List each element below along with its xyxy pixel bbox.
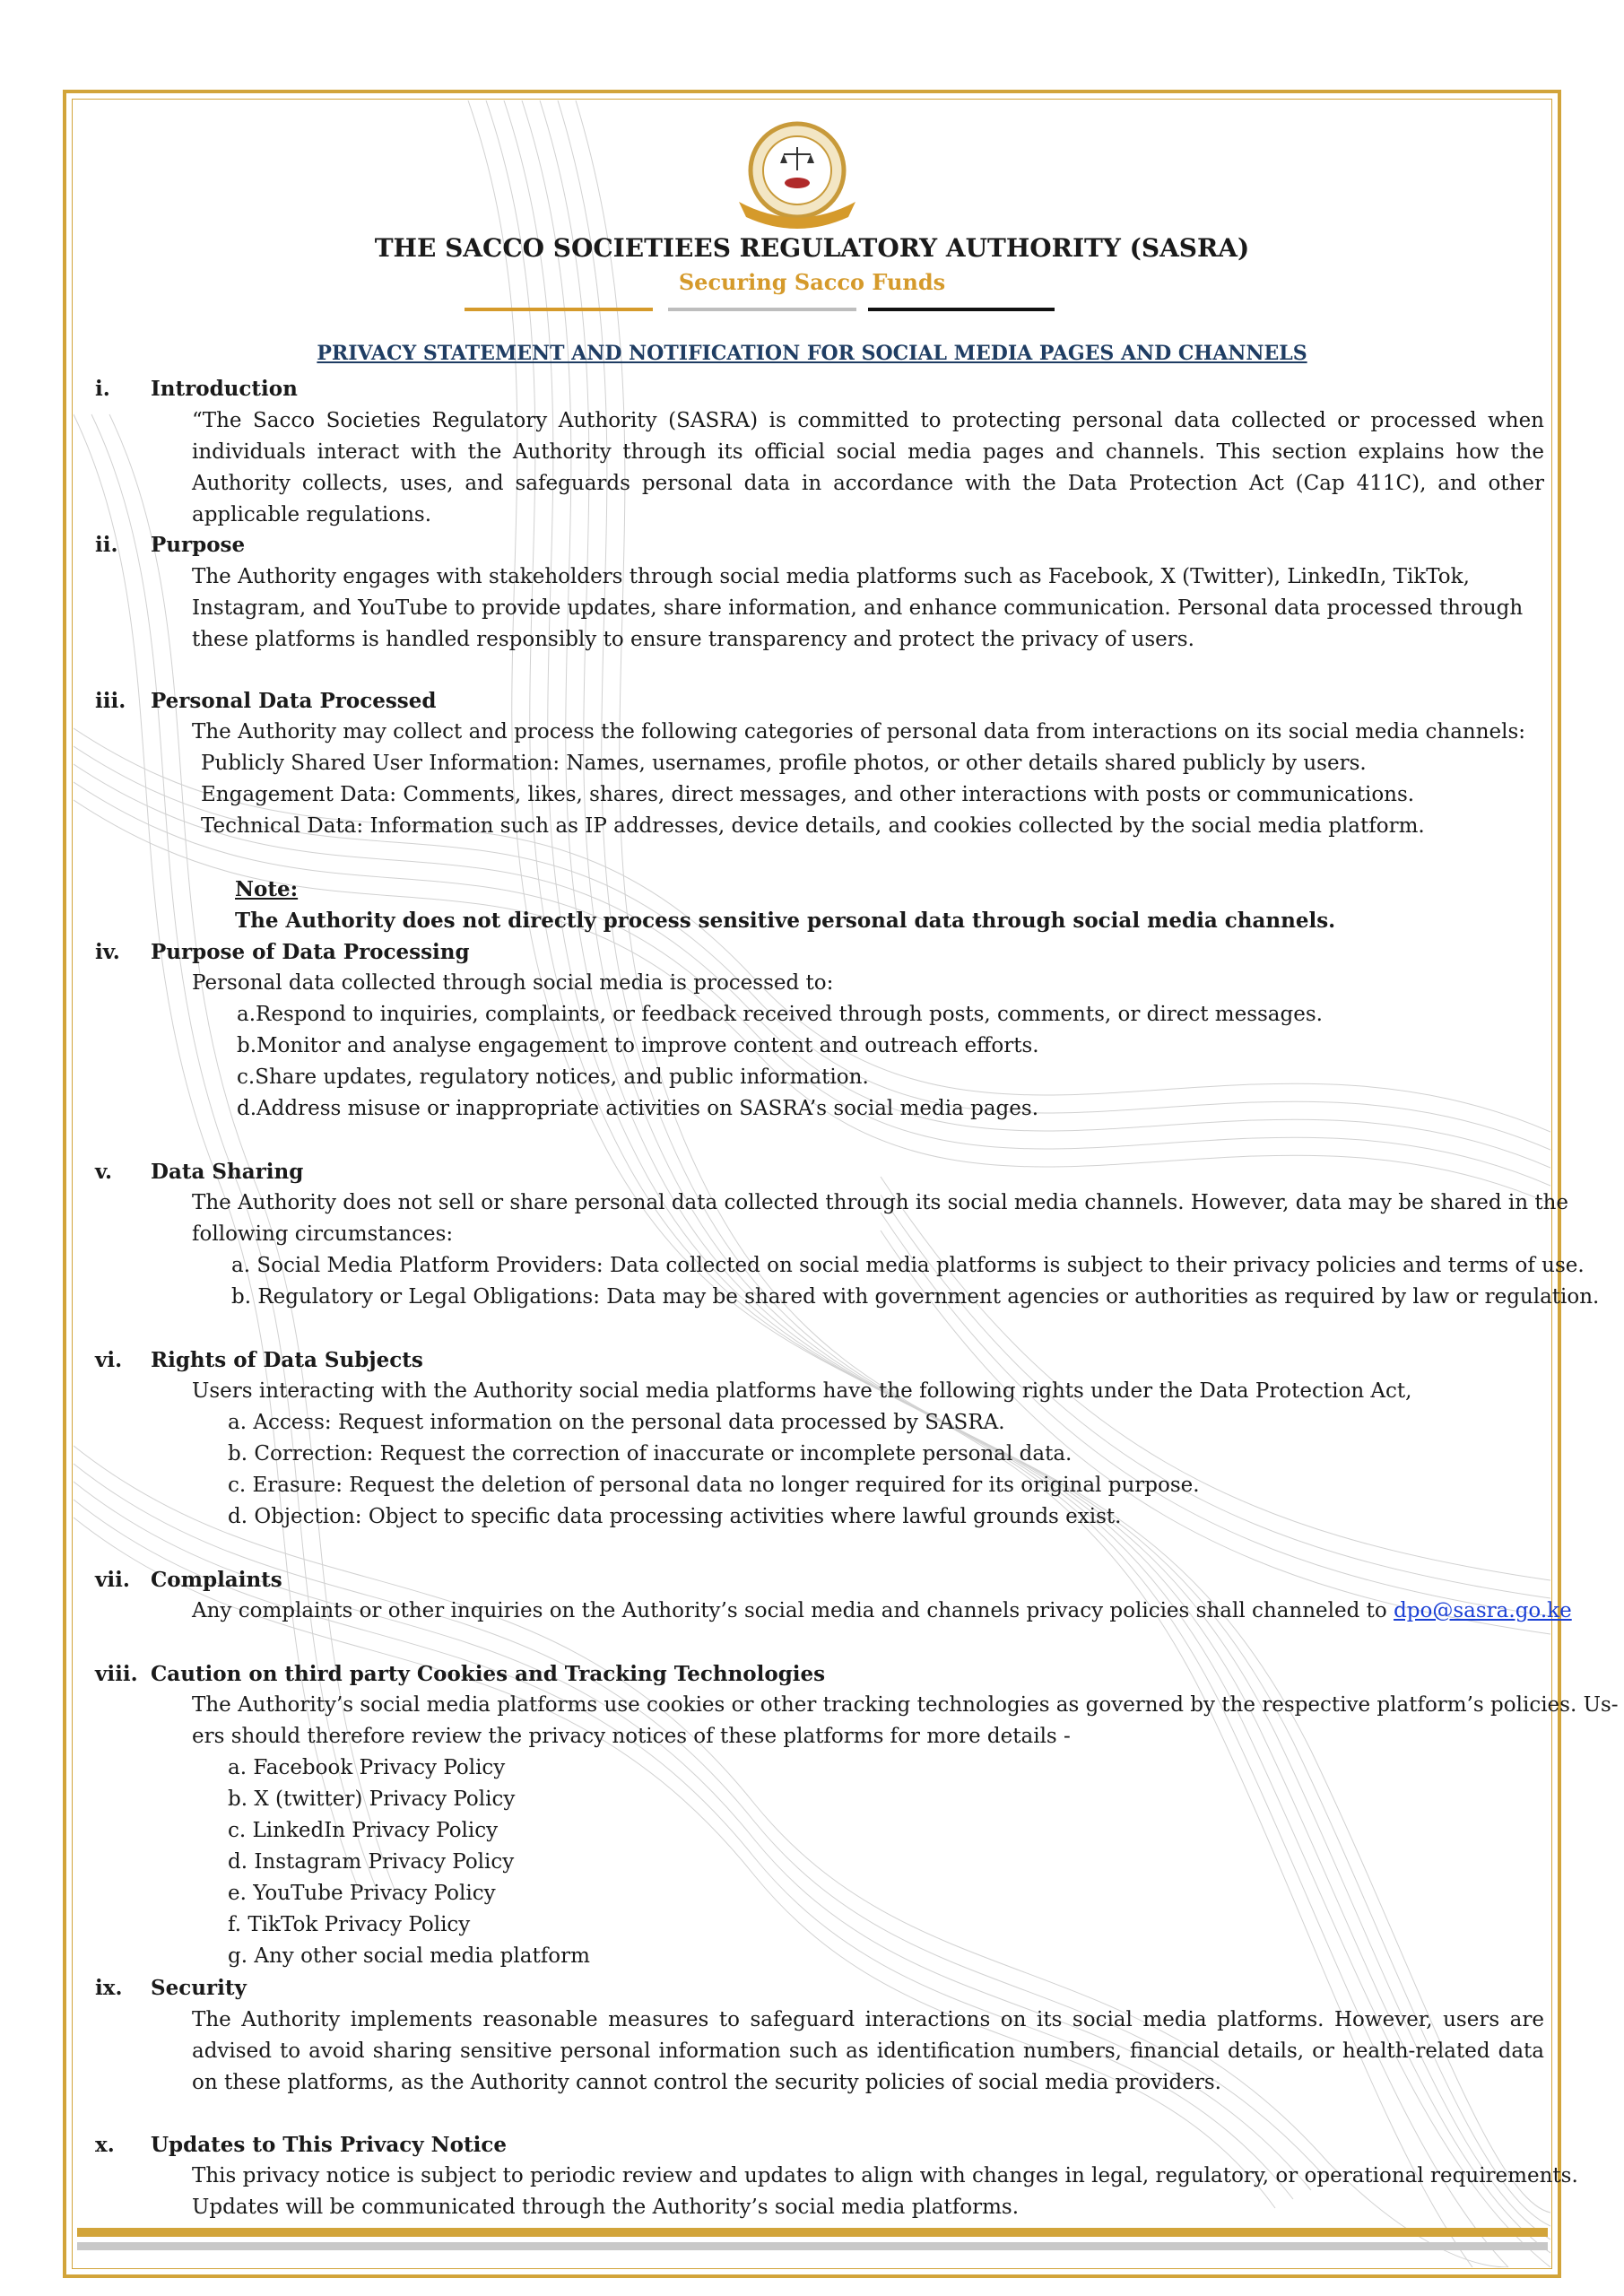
cookies-text: The Authority’s social media platforms use cookies or other tracking technologies as governed by the respective platform’s policies. Us-: [192, 1693, 1619, 1717]
dpo-email-link[interactable]: dpo@sasra.go.ke: [1394, 1599, 1572, 1622]
data-sharing-lead: following circumstances:: [192, 1222, 454, 1246]
section-title-introduction: Introduction: [151, 377, 298, 401]
section-title-processing-purpose: Purpose of Data Processing: [151, 940, 470, 964]
section-title-rights: Rights of Data Subjects: [151, 1348, 423, 1372]
section-number: vii.: [95, 1568, 130, 1592]
list-item: d.Address misuse or inappropriate activities on SASRA’s social media pages.: [237, 1097, 1039, 1120]
cookies-text: ers should therefore review the privacy notices of these platforms for more details -: [192, 1725, 1071, 1748]
section-title-complaints: Complaints: [151, 1568, 282, 1592]
section-title-security: Security: [151, 1976, 247, 2000]
section-number: vi.: [95, 1348, 123, 1372]
sasra-seal-logo: [721, 117, 873, 233]
section-title-purpose: Purpose: [151, 533, 246, 557]
personal-data-lead: The Authority may collect and process the following categories of personal data from interactions on its social media channels:: [192, 720, 1526, 744]
list-item: d. Objection: Object to specific data processing activities where lawful grounds exist.: [228, 1505, 1122, 1528]
list-item: b. Correction: Request the correction of inaccurate or incomplete personal data.: [228, 1442, 1073, 1465]
section-number: iv.: [95, 940, 120, 964]
list-item: d. Instagram Privacy Policy: [228, 1850, 515, 1874]
list-item: c. Erasure: Request the deletion of personal data no longer required for its original purpose.: [228, 1474, 1200, 1497]
section-title-personal-data: Personal Data Processed: [151, 689, 437, 713]
list-item: c.Share updates, regulatory notices, and public information.: [237, 1065, 869, 1089]
section-number: viii.: [95, 1662, 138, 1686]
organization-tagline: Securing Sacco Funds: [678, 269, 946, 295]
footer-bar-gold: [77, 2228, 1548, 2237]
list-item: b.Monitor and analyse engagement to improve content and outreach efforts.: [237, 1034, 1039, 1057]
section-number: ix.: [95, 1976, 123, 2000]
list-item: Engagement Data: Comments, likes, shares, direct messages, and other interactions with posts or communications.: [201, 783, 1415, 806]
footer-bar-grey: [77, 2242, 1548, 2250]
purpose-paragraph: The Authority engages with stakeholders through social media platforms such as Facebook, X (Twitter), LinkedIn, TikTok, Instagram, and YouTube to provide updates, share information, and enhance communication. Personal data processed through these platforms is handled responsibly to ensure transparency and protect the privacy of users.: [192, 565, 1524, 651]
rights-lead: Users interacting with the Authority social media platforms have the following rights under the Data Protection Act,: [192, 1379, 1412, 1403]
complaints-text: Any complaints or other inquiries on the Authority’s social media and channels privacy policies shall channeled to: [192, 1599, 1394, 1622]
updates-text: This privacy notice is subject to periodic review and updates to align with changes in legal, regulatory, or operational requirements.: [192, 2164, 1578, 2187]
divider-grey: [668, 308, 856, 311]
note-text: The Authority does not directly process sensitive personal data through social media channels.: [235, 909, 1336, 933]
document-title: PRIVACY STATEMENT AND NOTIFICATION FOR SOCIAL MEDIA PAGES AND CHANNELS: [317, 342, 1307, 365]
list-item: a.Respond to inquiries, complaints, or feedback received through posts, comments, or direct messages.: [237, 1003, 1323, 1026]
divider-gold: [465, 308, 653, 311]
list-item: a. Social Media Platform Providers: Data collected on social media platforms is subject to their privacy policies and terms of use.: [231, 1254, 1585, 1277]
list-item: a. Facebook Privacy Policy: [228, 1756, 506, 1779]
list-item: b. Regulatory or Legal Obligations: Data may be shared with government agencies or authorities as required by law or regulation.: [231, 1285, 1600, 1309]
list-item: Technical Data: Information such as IP addresses, device details, and cookies collected by the social media platform.: [201, 814, 1425, 838]
list-item: e. YouTube Privacy Policy: [228, 1882, 496, 1905]
updates-text: Updates will be communicated through the Authority’s social media platforms.: [192, 2196, 1020, 2219]
section-number: v.: [95, 1160, 113, 1184]
section-title-updates: Updates to This Privacy Notice: [151, 2133, 507, 2157]
security-paragraph: The Authority implements reasonable measures to safeguard interactions on its social media platforms. However, users are advised to avoid sharing sensitive personal information such as identification numbers, financial details, or health-related data on these platforms, as the Authority cannot control the security policies of social media providers.: [192, 2008, 1544, 2094]
introduction-paragraph: “The Sacco Societies Regulatory Authority (SASRA) is committed to protecting personal data collected or processed when individuals interact with the Authority through its official social media pages and channels. This section explains how the Authority collects, uses, and safeguards personal data in accordance with the Data Protection Act (Cap 411C), and other applicable regulations.: [192, 409, 1544, 526]
section-title-cookies: Caution on third party Cookies and Tracking Technologies: [151, 1662, 826, 1686]
note-label: Note:: [235, 877, 299, 901]
list-item: b. X (twitter) Privacy Policy: [228, 1787, 516, 1811]
section-number: ii.: [95, 533, 118, 557]
section-number: x.: [95, 2133, 115, 2157]
list-item: f. TikTok Privacy Policy: [228, 1913, 471, 1936]
list-item: g. Any other social media platform: [228, 1944, 590, 1968]
section-number: iii.: [95, 689, 126, 713]
section-title-data-sharing: Data Sharing: [151, 1160, 304, 1184]
section-number: i.: [95, 377, 110, 401]
divider-black: [868, 308, 1055, 311]
list-item: a. Access: Request information on the personal data processed by SASRA.: [228, 1411, 1005, 1434]
processing-purpose-lead: Personal data collected through social media is processed to:: [192, 971, 834, 995]
list-item: c. LinkedIn Privacy Policy: [228, 1819, 499, 1842]
list-item: Publicly Shared User Information: Names, usernames, profile photos, or other details shared publicly by users.: [201, 752, 1367, 775]
data-sharing-lead: The Authority does not sell or share personal data collected through its social media channels. However, data may be shared in the: [192, 1191, 1569, 1214]
complaints-text-line: [192, 1599, 1572, 1622]
organization-title: THE SACCO SOCIETIEES REGULATORY AUTHORITY (SASRA): [374, 233, 1250, 263]
